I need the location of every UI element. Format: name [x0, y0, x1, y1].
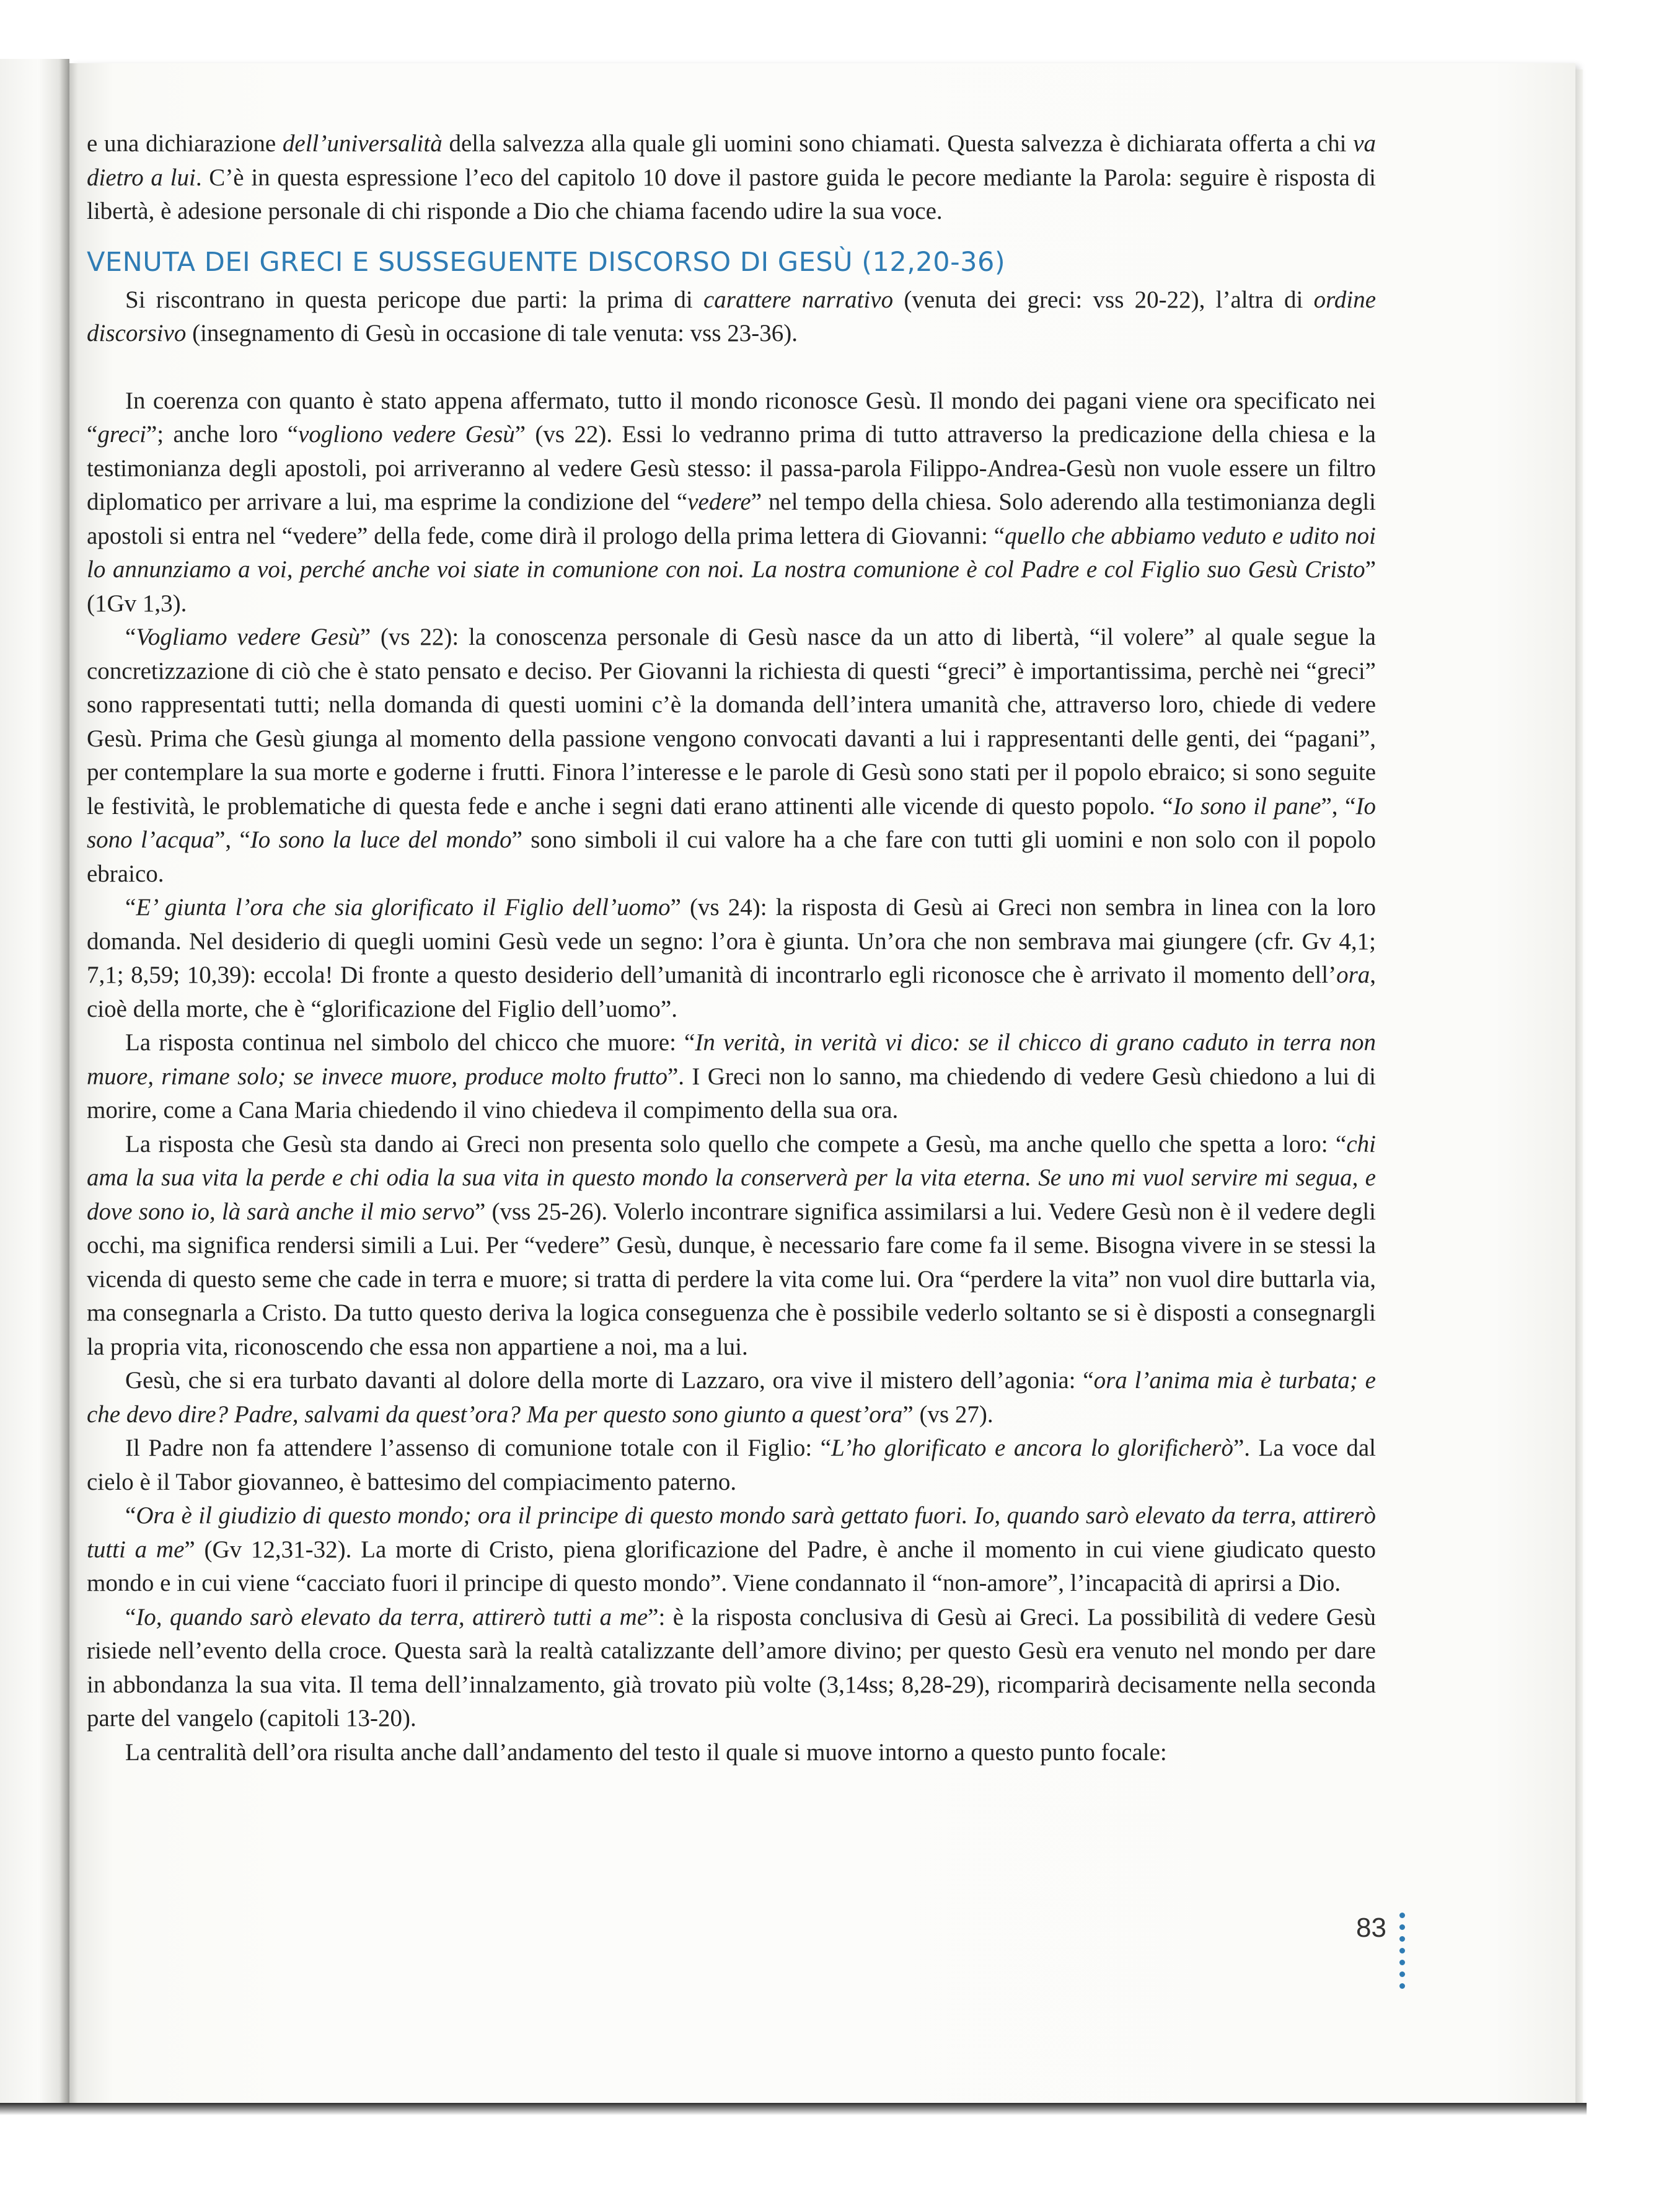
italic-text: Io sono l’acqua	[87, 792, 1376, 853]
italic-text: Io sono la luce del mondo	[250, 826, 512, 853]
text-run: ” (1Gv 1,3).	[87, 556, 1376, 617]
italic-text: chi ama la sua vita la perde e chi odia la sua vita in questo mondo la conserverà per la vita eterna. Se uno mi vuol servire mi segua, e dove sono io, là sarà anche il mio servo	[87, 1130, 1376, 1225]
body-paragraph	[87, 1499, 1376, 1601]
intro-paragraph-slot	[87, 127, 1376, 229]
text-run: della salvezza alla quale gli uomini sono chiamati. Questa salvezza è dichiarata offerta a chi	[442, 130, 1354, 157]
page-dot	[1399, 1983, 1405, 1989]
text-run: ” (vs 22): la conoscenza personale di Gesù nasce da un atto di libertà, “il volere” al quale segue la concretizzazione di ciò che è stato pensato e deciso. Per Giovanni la richiesta di questi “greci” è importantissima, perchè nei “greci” sono rappresentati tutti; nella domanda di questi uomini c’è la domanda dell’intera umanità che, attraverso loro, chiede di vedere Gesù. Prima che Gesù giunga al momento della passione vengono convocati davanti a lui i rappresentanti delle genti, dei “pagani”, per contemplare la sua morte e goderne i frutti. Finora l’interesse e le parole di Gesù sono stati per il popolo ebraico; si sono seguite le festività, le problematiche di questa fede e anche i segni dati erano attinenti alle vicende di questo popolo. “	[87, 624, 1376, 820]
section-heading: VENUTA DEI GRECI E SUSSEGUENTE DISCORSO DI GESÙ (12,20-36)	[87, 246, 1006, 278]
body-paragraph	[87, 1026, 1376, 1128]
page-bottom-shadow	[0, 2103, 1587, 2115]
page-dot	[1399, 1913, 1405, 1918]
page-dot	[1399, 1971, 1405, 1977]
text-run: ” (vs 27).	[902, 1400, 993, 1428]
text-run: ”: è la risposta conclusiva di Gesù ai Greci. La possibilità di vedere Gesù risiede nell’evento della croce. Questa sarà la realtà catalizzante dell’amore divino; per questo Gesù era venuto nel mondo per dare in abbondanza la sua vita. Il tema dell’innalzamento, già trovato più volte (3,14ss; 8,28-29), ricomparirà decisamente nella seconda parte del vangelo (capitoli 13-20).	[87, 1603, 1377, 1732]
body-paragraph	[87, 384, 1376, 621]
page-dot	[1399, 1936, 1405, 1942]
text-run: In coerenza con quanto è stato appena affermato, tutto il mondo riconosce Gesù. Il mondo dei pagani viene ora specificato nei “	[87, 387, 1376, 448]
text-run: Gesù, che si era turbato davanti al dolore della morte di Lazzaro, ora vive il mistero dell’agonia: “	[125, 1367, 1094, 1394]
page-fore-edge	[1575, 69, 1583, 2103]
italic-text: In verità, in verità vi dico: se il chicco di grano caduto in terra non muore, rimane solo; se invece muore, produce molto frutto	[87, 1029, 1376, 1090]
text-run: Si riscontrano in questa pericope due parti: la prima di	[125, 286, 703, 313]
text-run: (insegnamento di Gesù in occasione di tale venuta: vss 23-36).	[186, 320, 798, 347]
text-run: , cioè della morte, che è “glorificazione del Figlio dell’uomo”.	[87, 962, 1376, 1022]
italic-text: carattere narrativo	[703, 286, 894, 313]
text-run: Il Padre non fa attendere l’assenso di comunione totale con il Figlio: “	[125, 1435, 832, 1461]
italic-text: quello che abbiamo veduto e udito noi lo annunziamo a voi, perché anche voi siate in comunione con noi. La nostra comunione è col Padre e col Figlio suo Gesù Cristo	[87, 522, 1376, 583]
page-body	[87, 127, 1376, 1769]
text-run: ” (vss 25-26). Volerlo incontrare significa assimilarsi a lui. Vedere Gesù non è il vedere degli occhi, ma significa rendersi simili a Lui. Per “vedere” Gesù, dunque, è necessario fare come fa il seme. Bisogna vivere in se stessi la vicenda di questo seme che cade in terra e muore; si tratta di perdere la vita come lui. Ora “perdere la vita” non vuol dire buttarla via, ma consegnarla a Cristo. Da tutto questo deriva la logica conseguenza che è possibile vederlo soltanto se si è disposti a consegnargli la propria vita, riconoscendo che essa non appartiene a noi, ma a lui.	[87, 1198, 1376, 1360]
text-run: “	[125, 894, 136, 921]
italic-text: vedere	[687, 489, 751, 515]
text-run: ”; anche loro “	[146, 421, 299, 448]
italic-text: Io sono il pane	[1173, 792, 1321, 820]
text-run: “	[125, 624, 136, 650]
italic-text: vogliono vedere Gesù	[298, 421, 515, 448]
page-number: 83	[1356, 1913, 1386, 1943]
body-paragraphs-slot	[87, 283, 1376, 1770]
body-paragraph	[87, 127, 1376, 229]
text-run: ” sono simboli il cui valore ha a che fare con tutti gli uomini e non solo con il popolo ebraico.	[87, 826, 1377, 887]
text-run: ” (vs 22). Essi lo vedranno prima di tutto attraverso la predicazione della chiesa e la testimonianza degli apostoli, poi arriveranno al vedere Gesù stesso: il passa-parola Filippo-Andrea-Gesù non vuole essere un filtro diplomatico per arrivare a lui, ma esprime la condizione del “	[87, 421, 1376, 515]
text-run: ”. I Greci non lo sanno, ma chiedendo di vedere Gesù chiedono a lui di morire, come a Cana Maria chiedendo il vino chiedeva il compimento della sua ora.	[87, 1063, 1376, 1123]
text-run: La risposta che Gesù sta dando ai Greci non presenta solo quello che compete a Gesù, ma anche quello che spetta a loro: “	[125, 1130, 1347, 1157]
italic-text: greci	[97, 421, 146, 448]
text-run: ” (vs 24): la risposta di Gesù ai Greci non sembra in linea con la loro domanda. Nel desiderio di quegli uomini Gesù vede un segno: l’ora è giunta. Un’ora che non sembrava mai giungere (cfr. Gv 4,1; 7,1; 8,59; 10,39): eccola! Di fronte a questo desiderio dell’umanità di incontrarlo egli riconosce che è arrivato il momento dell’	[87, 894, 1377, 988]
text-run: “	[125, 1502, 136, 1529]
italic-text: E’ giunta l’ora che sia glorificato il Figlio dell’uomo	[136, 894, 671, 921]
text-run: “	[125, 1603, 136, 1630]
text-run: ”, “	[1321, 792, 1356, 820]
page-dot	[1399, 1960, 1405, 1965]
text-run: ” nel tempo della chiesa. Solo aderendo alla testimonianza degli apostoli si entra nel “vedere” della fede, come dirà il prologo della prima lettera di Giovanni: “	[87, 489, 1377, 549]
text-run: ”, “	[214, 826, 250, 853]
italic-text: ora	[1336, 962, 1370, 988]
italic-text: L’ho glorificato e ancora lo glorificherò	[831, 1435, 1233, 1461]
text-run: ” (Gv 12,31-32). La morte di Cristo, piena glorificazione del Padre, è anche il momento in cui viene giudicato questo mondo e in cui viene “cacciato fuori il principe di questo mondo”. Viene condannato il “non-amore”, l’incapacità di aprirsi a Dio.	[87, 1536, 1376, 1596]
page-dot	[1399, 1924, 1405, 1930]
body-paragraph	[87, 1364, 1376, 1431]
text-run: (venuta dei greci: vss 20-22), l’altra di	[893, 286, 1314, 313]
italic-text: Vogliamo vedere Gesù	[136, 624, 360, 650]
page-dot	[1399, 1948, 1405, 1953]
facing-page-edge	[0, 59, 69, 2111]
text-run: . C’è in questa espressione l’eco del capitolo 10 dove il pastore guida le pecore mediante la Parola: seguire è risposta di libertà, è adesione personale di chi risponde a Dio che chiama facendo udire la sua voce.	[87, 164, 1376, 224]
page-number-dots	[1399, 1913, 1407, 1995]
text-run: ”. La voce dal cielo è il Tabor giovanneo, è battesimo del compiacimento paterno.	[87, 1435, 1376, 1495]
body-paragraph	[87, 891, 1376, 1026]
italic-text: ordine discorsivo	[87, 286, 1377, 347]
italic-text: va dietro a lui	[87, 130, 1376, 191]
body-paragraph	[87, 1601, 1376, 1736]
body-paragraph	[87, 283, 1376, 351]
body-paragraph	[87, 1736, 1376, 1770]
italic-text: dell’universalità	[282, 130, 443, 157]
text-run: e una dichiarazione	[87, 130, 283, 157]
body-paragraph	[87, 621, 1376, 891]
italic-text: ora l’anima mia è turbata; e che devo dire? Padre, salvami da quest’ora? Ma per questo sono giunto a quest’ora	[87, 1367, 1376, 1428]
italic-text: Io, quando sarò elevato da terra, attirerò tutti a me	[136, 1603, 648, 1630]
italic-text: Ora è il giudizio di questo mondo; ora il principe di questo mondo sarà gettato fuori. Io, quando sarò elevato da terra, attirerò tutti a me	[87, 1502, 1376, 1563]
text-run: La risposta continua nel simbolo del chicco che muore: “	[125, 1029, 695, 1056]
body-paragraph	[87, 1431, 1376, 1499]
text-run: La centralità dell’ora risulta anche dall’andamento del testo il quale si muove intorno a questo punto focale:	[125, 1738, 1167, 1766]
body-paragraph	[87, 1128, 1376, 1365]
